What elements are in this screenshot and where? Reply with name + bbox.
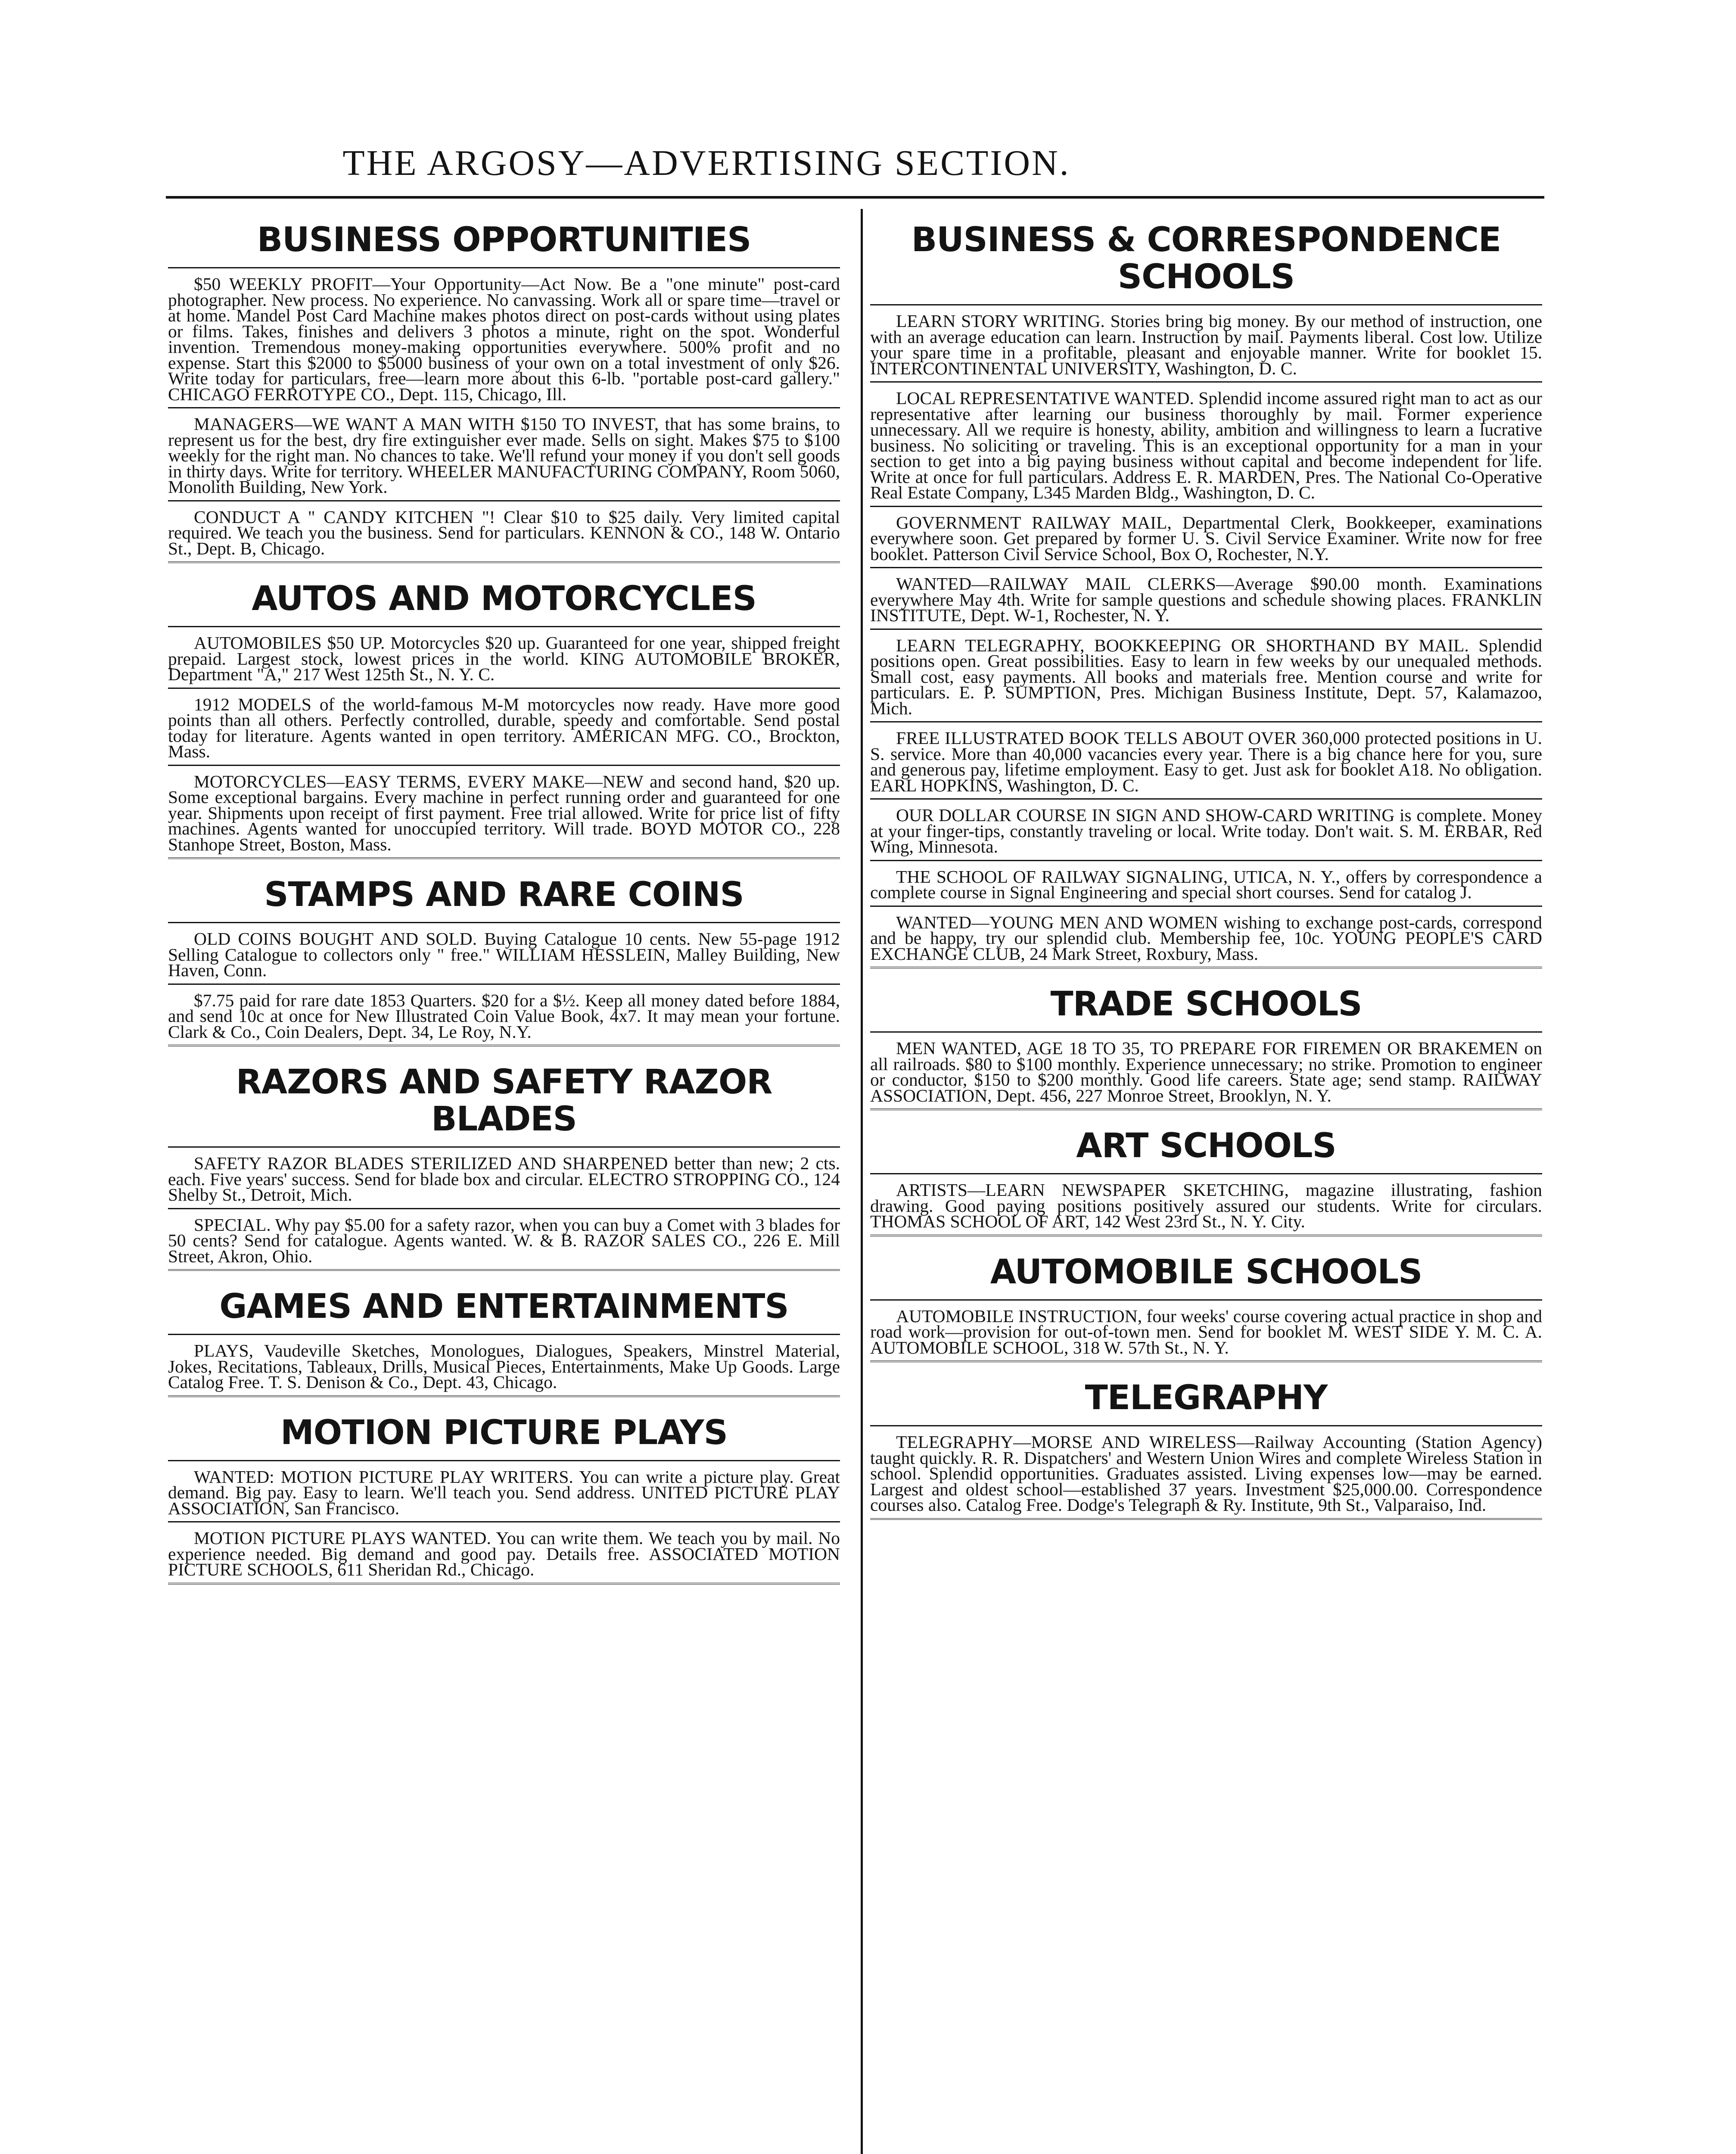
heading-rule xyxy=(870,1173,1542,1174)
running-head: THE ARGOSY—ADVERTISING SECTION. xyxy=(342,143,1070,183)
section-heading: BUSINESS OPPORTUNITIES xyxy=(257,221,751,259)
ad-section xyxy=(870,986,1542,1110)
classified-ad: FREE ILLUSTRATED BOOK TELLS ABOUT OVER 360,000 protected positions in U. S. service. More than 40,000 vacancies every year. There is a big chance here for you, sure and generous pay, lifetime employment. Easy to get. Just ask for booklet A18. No obligation. EARL HOPKINS, Washington, D. C. xyxy=(870,730,1542,800)
ad-section xyxy=(870,221,1542,968)
classified-ad: CONDUCT A " CANDY KITCHEN "! Clear $10 to $25 daily. Very limited capital required. We teach you the business. Send for particulars. KENNON & CO., 148 W. Ontario St., Dept. B, Chicago. xyxy=(168,509,840,563)
ad-list xyxy=(168,931,840,1046)
classified-ad: WANTED—RAILWAY MAIL CLERKS—Average $90.00 month. Examinations everywhere May 4th. Write for sample questions and schedule showing places. FRANKLIN INSTITUTE, Dept. W-1, Rochester, N. Y. xyxy=(870,576,1542,630)
ad-list xyxy=(168,1155,840,1271)
classified-ad: 1912 MODELS of the world-famous M-M motorcycles now ready. Have more good points than all others. Perfectly controlled, durable, speedy and comfortable. Send postal today for literature. Agents wanted in open territory. AMERICAN MFG. CO., Brockton, Mass. xyxy=(168,697,840,766)
classified-ad: SAFETY RAZOR BLADES STERILIZED AND SHARPENED better than new; 2 cts. each. Five years' success. Send for blade box and circular. ELECTRO STROPPING CO., 124 Shelby St., Detroit, Mich. xyxy=(168,1155,840,1209)
ad-section xyxy=(168,876,840,1046)
classified-ad: $50 WEEKLY PROFIT—Your Opportunity—Act Now. Be a "one minute" post-card photographer. New process. No experience. No canvassing. Work all or spare time—travel or at home. Mandel Post Card Machine makes photos direct on post-cards without using plates or films. Takes, finishes and delivers 3 photos a minute, right on the spot. Wonderful invention. Tremendous money-making opportunities everywhere. 500% profit and no expense. Start this $2000 to $5000 business of your own on a total investment of only $26. Write today for particulars, free—learn more about this 6-lb. "portable post-card gallery." CHICAGO FERROTYPE CO., Dept. 115, Chicago, Ill. xyxy=(168,276,840,408)
classified-ad: WANTED: MOTION PICTURE PLAY WRITERS. You can write a picture play. Great demand. Big pay. Easy to learn. We'll teach you. Send address. UNITED PICTURE PLAY ASSOCIATION, San Francisco. xyxy=(168,1469,840,1523)
classified-ad: MOTORCYCLES—EASY TERMS, EVERY MAKE—NEW and second hand, $20 up. Some exceptional bargains. Every machine in perfect running order and guaranteed for one year. Shipments upon receipt of first payment. Free trial allowed. Write for price list of fifty machines. Agents wanted for unoccupied territory. Will trade. BOYD MOTOR CO., 228 Stanhope Street, Boston, Mass. xyxy=(168,774,840,859)
ad-section xyxy=(168,221,840,563)
classified-ad: OUR DOLLAR COURSE IN SIGN AND SHOW-CARD WRITING is complete. Money at your finger-tips, constantly traveling or local. Write today. Don't wait. S. M. ERBAR, Red Wing, Minnesota. xyxy=(870,807,1542,861)
classified-ad: SPECIAL. Why pay $5.00 for a safety razor, when you can buy a Comet with 3 blades for 50 cents? Send for catalogue. Agents wanted. W. & B. RAZOR SALES CO., 226 E. Mill Street, Akron, Ohio. xyxy=(168,1217,840,1271)
ad-list xyxy=(168,276,840,563)
ad-section xyxy=(168,1414,840,1584)
heading-rule xyxy=(870,1299,1542,1301)
section-heading: STAMPS AND RARE COINS xyxy=(264,875,744,914)
classified-ad: $7.75 paid for rare date 1853 Quarters. $20 for a $½. Keep all money dated before 1884, and send 10c at once for New Illustrated Coin Value Book, 4x7. It may mean your fortune. Clark & Co., Coin Dealers, Dept. 34, Le Roy, N.Y. xyxy=(168,993,840,1047)
ad-section xyxy=(168,580,840,859)
heading-rule xyxy=(870,1425,1542,1426)
classified-ad: OLD COINS BOUGHT AND SOLD. Buying Catalogue 10 cents. New 55-page 1912 Selling Catalogue to collectors only " free." WILLIAM HESSLEIN, Malley Building, New Haven, Conn. xyxy=(168,931,840,985)
section-heading: TELEGRAPHY xyxy=(1085,1379,1328,1417)
classified-ad: MOTION PICTURE PLAYS WANTED. You can write them. We teach you by mail. No experience needed. Big demand and good pay. Details free. ASSOCIATED MOTION PICTURE SCHOOLS, 611 Sheridan Rd., Chicago. xyxy=(168,1530,840,1584)
ad-list xyxy=(870,1434,1542,1520)
heading-rule xyxy=(168,626,840,627)
classified-ad: AUTOMOBILE INSTRUCTION, four weeks' course covering actual practice in shop and road work—provision for out-of-town men. Send for booklet M. WEST SIDE Y. M. C. A. AUTOMOBILE SCHOOL, 318 W. 57th St., N. Y. xyxy=(870,1308,1542,1363)
classified-ad: GOVERNMENT RAILWAY MAIL, Departmental Clerk, Bookkeeper, examinations everywhere soon. Get prepared by former U. S. Civil Service Examiner. Write now for free booklet. Patterson Civil Service School, Box O, Rochester, N.Y. xyxy=(870,515,1542,569)
classified-ad: WANTED—YOUNG MEN AND WOMEN wishing to exchange post-cards, correspond and be happy, try our splendid club. Membership fee, 10c. YOUNG PEOPLE'S CARD EXCHANGE CLUB, 24 Mark Street, Roxbury, Mass. xyxy=(870,915,1542,969)
ad-section xyxy=(870,1254,1542,1363)
ad-list xyxy=(870,1308,1542,1363)
section-heading: MOTION PICTURE PLAYS xyxy=(280,1413,728,1452)
heading-rule xyxy=(168,1460,840,1461)
heading-rule xyxy=(870,1031,1542,1033)
ad-list xyxy=(870,313,1542,968)
classified-ad: ARTISTS—LEARN NEWSPAPER SKETCHING, magazine illustrating, fashion drawing. Good paying positions positively assured our students. Write for circulars. THOMAS SCHOOL OF ART, 142 West 23rd St., N. Y. City. xyxy=(870,1182,1542,1236)
classified-ad: MEN WANTED, AGE 18 TO 35, TO PREPARE FOR FIREMEN OR BRAKEMEN on all railroads. $80 to $100 monthly. Experience unnecessary; no strike. Promotion to engineer or conductor, $150 to $200 monthly. Good life careers. State age; send stamp. RAILWAY ASSOCIATION, Dept. 456, 227 Monroe Street, Brooklyn, N. Y. xyxy=(870,1040,1542,1110)
classified-ad: LEARN TELEGRAPHY, BOOKKEEPING OR SHORTHAND BY MAIL. Splendid positions open. Great possibilities. Easy to learn in few weeks by our unequaled methods. Small cost, easy payments. All books and materials free. Mention course and write for particulars. E. P. SUMPTION, Pres. Michigan Business Institute, Dept. 57, Kalamazoo, Mich. xyxy=(870,638,1542,723)
classified-ad: MANAGERS—WE WANT A MAN WITH $150 TO INVEST, that has some brains, to represent us for the best, dry fire extinguisher ever made. Sells on sight. Makes $75 to $100 weekly for the right man. No chances to take. We'll refund your money if you don't sell goods in thirty days. Write for territory. WHEELER MANUFACTURING COMPANY, Room 5060, Monolith Building, New York. xyxy=(168,416,840,501)
heading-rule xyxy=(168,1146,840,1148)
section-heading: BUSINESS & CORRESPONDENCE SCHOOLS xyxy=(911,221,1501,296)
ad-list xyxy=(870,1182,1542,1236)
section-heading: AUTOS AND MOTORCYCLES xyxy=(252,579,756,618)
section-heading: RAZORS AND SAFETY RAZOR BLADES xyxy=(236,1063,772,1139)
ad-list xyxy=(168,1466,840,1584)
ad-section xyxy=(870,1127,1542,1236)
left-column xyxy=(168,215,840,1602)
section-heading: TRADE SCHOOLS xyxy=(1050,985,1362,1024)
heading-rule xyxy=(168,922,840,923)
classified-ad: LOCAL REPRESENTATIVE WANTED. Splendid income assured right man to act as our representative after learning our business thoroughly by mail. Former experience unnecessary. All we require is honesty, ability, ambition and willingness to learn a lucrative business. No soliciting or traveling. This is an exceptional opportunity for a man in your section to get into a big paying business without capital and become independent for life. Write at once for full particulars. Address E. R. MARDEN, Pres. The National Co-Operative Real Estate Company, L345 Marden Bldg., Washington, D. C. xyxy=(870,390,1542,507)
section-heading: AUTOMOBILE SCHOOLS xyxy=(990,1252,1422,1292)
heading-rule xyxy=(168,267,840,268)
classified-ad: PLAYS, Vaudeville Sketches, Monologues, Dialogues, Speakers, Minstrel Material, Jokes, Recitations, Tableaux, Drills, Musical Pieces, Entertainments, Make Up Goods. Large Catalog Free. T. S. Denison & Co., Dept. 43, Chicago. xyxy=(168,1343,840,1397)
ad-list xyxy=(168,1343,840,1397)
section-heading: GAMES AND ENTERTAINMENTS xyxy=(219,1287,789,1326)
ad-section xyxy=(168,1288,840,1397)
ad-section xyxy=(168,1064,840,1271)
classified-ad: TELEGRAPHY—MORSE AND WIRELESS—Railway Accounting (Station Agency) taught quickly. R. R. Dispatchers' and Western Union Wires and complete Wireless Station in school. Splendid opportunities. Graduates assisted. Living expenses low—may be earned. Largest and oldest school—established 37 years. Investment $25,000.00. Correspondence courses also. Catalog Free. Dodge's Telegraph & Ry. Institute, 9th St., Valparaiso, Ind. xyxy=(870,1434,1542,1520)
classified-ad: LEARN STORY WRITING. Stories bring big money. By our method of instruction, one with an average education can learn. Instruction by mail. Payments liberal. Cost low. Utilize your spare time in a profitable, pleasant and enjoyable manner. Write for booklet 15. INTERCONTINENTAL UNIVERSITY, Washington, D. C. xyxy=(870,313,1542,383)
heading-rule xyxy=(168,1334,840,1335)
section-heading: ART SCHOOLS xyxy=(1076,1127,1336,1165)
classified-ad: THE SCHOOL OF RAILWAY SIGNALING, UTICA, N. Y., offers by correspondence a complete course in Signal Engineering and special short courses. Send for catalog J. xyxy=(870,869,1542,907)
top-rule xyxy=(166,196,1544,199)
ad-list xyxy=(168,635,840,859)
ad-list xyxy=(870,1040,1542,1110)
classified-ad: AUTOMOBILES $50 UP. Motorcycles $20 up. Guaranteed for one year, shipped freight prepaid. Largest stock, lowest prices in the world. KING AUTOMOBILE BROKER, Department "A," 217 West 125th St., N. Y. C. xyxy=(168,635,840,689)
column-divider xyxy=(861,209,863,2154)
ad-section xyxy=(870,1379,1542,1520)
right-column xyxy=(870,215,1542,1537)
heading-rule xyxy=(870,304,1542,305)
